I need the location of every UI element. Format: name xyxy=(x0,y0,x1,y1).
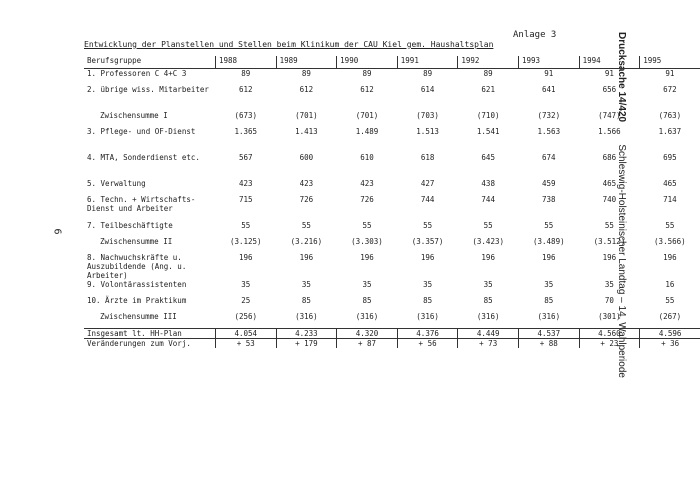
cell-value: (763) xyxy=(658,111,682,120)
cell-value: + 73 xyxy=(458,339,519,349)
cell-value: 612 xyxy=(299,85,314,94)
year-header: 1992 xyxy=(458,56,519,69)
cell-value: 427 xyxy=(420,179,435,188)
cell-value: 465 xyxy=(663,179,677,188)
table-row xyxy=(84,339,700,349)
cell-value: 656 xyxy=(602,85,617,94)
cell-value: (3.303) xyxy=(351,237,383,246)
table-row xyxy=(84,153,700,179)
cell-value: 618 xyxy=(420,153,435,162)
cell-value: (701) xyxy=(355,111,379,120)
cell-value: 4.560 xyxy=(579,329,640,339)
cell-value: 567 xyxy=(238,153,253,162)
cell-value: 35 xyxy=(423,280,433,289)
row-label: 10. Ärzte im Praktikum xyxy=(87,296,187,305)
cell-value: (710) xyxy=(476,111,500,120)
cell-value: + 87 xyxy=(337,339,398,349)
cell-value: (701) xyxy=(295,111,318,120)
cell-value: 55 xyxy=(665,221,675,230)
row-label: 1. Professoren C 4+C 3 xyxy=(87,69,187,78)
cell-value: 4.320 xyxy=(337,329,398,339)
table-row xyxy=(84,179,700,195)
cell-value: (3.489) xyxy=(533,237,565,246)
row-label: 4. MTA, Sonderdienst etc. xyxy=(87,153,200,162)
cell-value: 55 xyxy=(483,221,493,230)
cell-value: 4.596 xyxy=(640,329,700,339)
cell-value: 1.563 xyxy=(537,127,561,136)
row-label: Insgesamt lt. HH-Plan xyxy=(84,329,215,339)
cell-value: 85 xyxy=(483,296,493,305)
row-label: Zwischensumme III xyxy=(100,312,177,321)
row-label: 8. Nachwuchskräfte u. Auszubildende (Ang. u. Arbeiter) xyxy=(87,253,187,280)
cell-value: 55 xyxy=(544,221,554,230)
table-title: Entwicklung der Planstellen und Stellen beim Klinikum der CAU Kiel gem. Haushaltsplan xyxy=(84,40,494,49)
cell-value: (673) xyxy=(234,111,258,120)
table-row xyxy=(84,221,700,237)
cell-value: 196 xyxy=(663,253,677,262)
cell-value: 674 xyxy=(542,153,556,162)
annex-label: Anlage 3 xyxy=(513,30,557,40)
cell-value: (316) xyxy=(537,312,561,321)
cell-value: 196 xyxy=(360,253,374,262)
cell-value: (3.125) xyxy=(229,237,262,246)
cell-value: 196 xyxy=(420,253,435,262)
cell-value: 1.541 xyxy=(476,127,500,136)
cell-value: (747) xyxy=(598,111,621,120)
cell-value: 55 xyxy=(362,221,372,230)
header-berufsgruppe: Berufsgruppe xyxy=(84,56,215,69)
year-header: 1990 xyxy=(337,56,398,69)
cell-value: 91 xyxy=(665,69,675,78)
cell-value: + 23 xyxy=(579,339,640,349)
cell-value: 89 xyxy=(483,69,493,78)
cell-value: 621 xyxy=(481,85,495,94)
cell-value: 85 xyxy=(544,296,554,305)
cell-value: 89 xyxy=(301,69,311,78)
row-label: Zwischensumme I xyxy=(100,111,168,120)
cell-value: + 88 xyxy=(519,339,580,349)
cell-value: 89 xyxy=(423,69,433,78)
cell-value: (316) xyxy=(355,312,379,321)
table-row xyxy=(84,280,700,296)
cell-value: 89 xyxy=(241,69,251,78)
cell-value: 35 xyxy=(301,280,311,289)
cell-value: 85 xyxy=(362,296,372,305)
cell-value: 16 xyxy=(665,280,675,289)
cell-value: 423 xyxy=(238,179,253,188)
table-row xyxy=(84,195,700,221)
table-header-row xyxy=(84,56,700,69)
year-header: 1988 xyxy=(215,56,276,69)
cell-value: 726 xyxy=(299,195,314,204)
cell-value: 738 xyxy=(542,195,556,204)
subtotal-row xyxy=(84,312,700,329)
cell-value: (3.216) xyxy=(290,237,323,246)
cell-value: 726 xyxy=(360,195,374,204)
table-row xyxy=(84,296,700,312)
cell-value: 85 xyxy=(423,296,433,305)
cell-value: 4.233 xyxy=(276,329,337,339)
cell-value: 744 xyxy=(481,195,495,204)
cell-value: 1.489 xyxy=(355,127,379,136)
year-header: 1994 xyxy=(579,56,640,69)
row-label: 5. Verwaltung xyxy=(87,179,146,188)
year-header: 1989 xyxy=(276,56,337,69)
cell-value: 91 xyxy=(544,69,554,78)
cell-value: (3.357) xyxy=(411,237,444,246)
cell-value: + 56 xyxy=(397,339,458,349)
cell-value: 35 xyxy=(544,280,554,289)
cell-value: 4.449 xyxy=(458,329,519,339)
cell-value: 686 xyxy=(602,153,617,162)
cell-value: 35 xyxy=(241,280,251,289)
cell-value: 35 xyxy=(604,280,614,289)
cell-value: 714 xyxy=(663,195,677,204)
cell-value: 55 xyxy=(604,221,614,230)
year-header: 1995 xyxy=(640,56,700,69)
cell-value: 612 xyxy=(360,85,374,94)
table-row xyxy=(84,329,700,339)
cell-value: (301) xyxy=(598,312,621,321)
cell-value: 1.566 xyxy=(598,127,621,136)
cell-value: 196 xyxy=(602,253,617,262)
cell-value: 35 xyxy=(483,280,493,289)
row-label: 2. übrige wiss. Mitarbeiter xyxy=(87,85,209,94)
cell-value: + 179 xyxy=(276,339,337,349)
cell-value: 600 xyxy=(299,153,314,162)
cell-value: 695 xyxy=(663,153,677,162)
cell-value: 196 xyxy=(481,253,495,262)
cell-value: 1.513 xyxy=(416,127,439,136)
cell-value: 70 xyxy=(604,296,614,305)
cell-value: + 36 xyxy=(640,339,700,349)
cell-value: 91 xyxy=(604,69,614,78)
cell-value: (316) xyxy=(416,312,439,321)
table-row xyxy=(84,253,700,280)
cell-value: 645 xyxy=(481,153,495,162)
cell-value: 196 xyxy=(238,253,253,262)
cell-value: 4.376 xyxy=(397,329,458,339)
page-number: 6 xyxy=(51,228,63,235)
cell-value: 612 xyxy=(238,85,253,94)
cell-value: 672 xyxy=(663,85,677,94)
cell-value: 4.054 xyxy=(215,329,276,339)
cell-value: 55 xyxy=(241,221,251,230)
cell-value: 1.413 xyxy=(295,127,318,136)
cell-value: (316) xyxy=(476,312,500,321)
row-label: Veränderungen zum Vorj. xyxy=(87,339,191,348)
cell-value: 438 xyxy=(481,179,495,188)
table-row xyxy=(84,69,700,86)
cell-value: 196 xyxy=(299,253,314,262)
cell-value: 55 xyxy=(423,221,433,230)
cell-value: 35 xyxy=(362,280,372,289)
cell-value: 423 xyxy=(299,179,314,188)
sidebar-doc-number: Drucksache 14/420 xyxy=(616,32,627,123)
row-label: Zwischensumme II xyxy=(100,237,173,246)
row-label: 6. Techn. + Wirtschafts-Dienst und Arbeiter xyxy=(87,195,196,213)
cell-value: (703) xyxy=(416,111,439,120)
cell-value: 459 xyxy=(542,179,556,188)
table-row xyxy=(84,85,700,111)
subtotal-row xyxy=(84,237,700,253)
cell-value: (256) xyxy=(234,312,258,321)
cell-value: 610 xyxy=(360,153,374,162)
cell-value: (316) xyxy=(295,312,318,321)
cell-value: (3.512) xyxy=(593,237,626,246)
cell-value: 740 xyxy=(602,195,617,204)
cell-value: 641 xyxy=(542,85,556,94)
year-header: 1991 xyxy=(397,56,458,69)
cell-value: 89 xyxy=(362,69,372,78)
row-label: 9. Volontärassistenten xyxy=(87,280,187,289)
cell-value: 465 xyxy=(602,179,617,188)
table-body xyxy=(84,69,700,349)
cell-value: 1.637 xyxy=(658,127,682,136)
cell-value: 196 xyxy=(542,253,556,262)
table-row xyxy=(84,127,700,153)
subtotal-row xyxy=(84,111,700,127)
cell-value: 1.365 xyxy=(234,127,258,136)
cell-value: 744 xyxy=(420,195,435,204)
staff-table xyxy=(84,56,700,348)
cell-value: 55 xyxy=(301,221,311,230)
cell-value: + 53 xyxy=(215,339,276,349)
cell-value: 25 xyxy=(241,296,251,305)
year-header: 1993 xyxy=(519,56,580,69)
cell-value: 614 xyxy=(420,85,435,94)
cell-value: (267) xyxy=(658,312,682,321)
row-label: 7. Teilbeschäftigte xyxy=(87,221,173,230)
cell-value: 423 xyxy=(360,179,374,188)
cell-value: (732) xyxy=(537,111,561,120)
row-label: 3. Pflege- und OF-Dienst xyxy=(87,127,196,136)
cell-value: 4.537 xyxy=(519,329,580,339)
cell-value: (3.566) xyxy=(654,237,686,246)
cell-value: (3.423) xyxy=(472,237,504,246)
cell-value: 715 xyxy=(238,195,253,204)
sidebar-parliament: Schleswig-Holsteinischer Landtag – 14. Wahlperiode xyxy=(616,144,627,378)
cell-value: 55 xyxy=(665,296,675,305)
cell-value: 85 xyxy=(301,296,311,305)
